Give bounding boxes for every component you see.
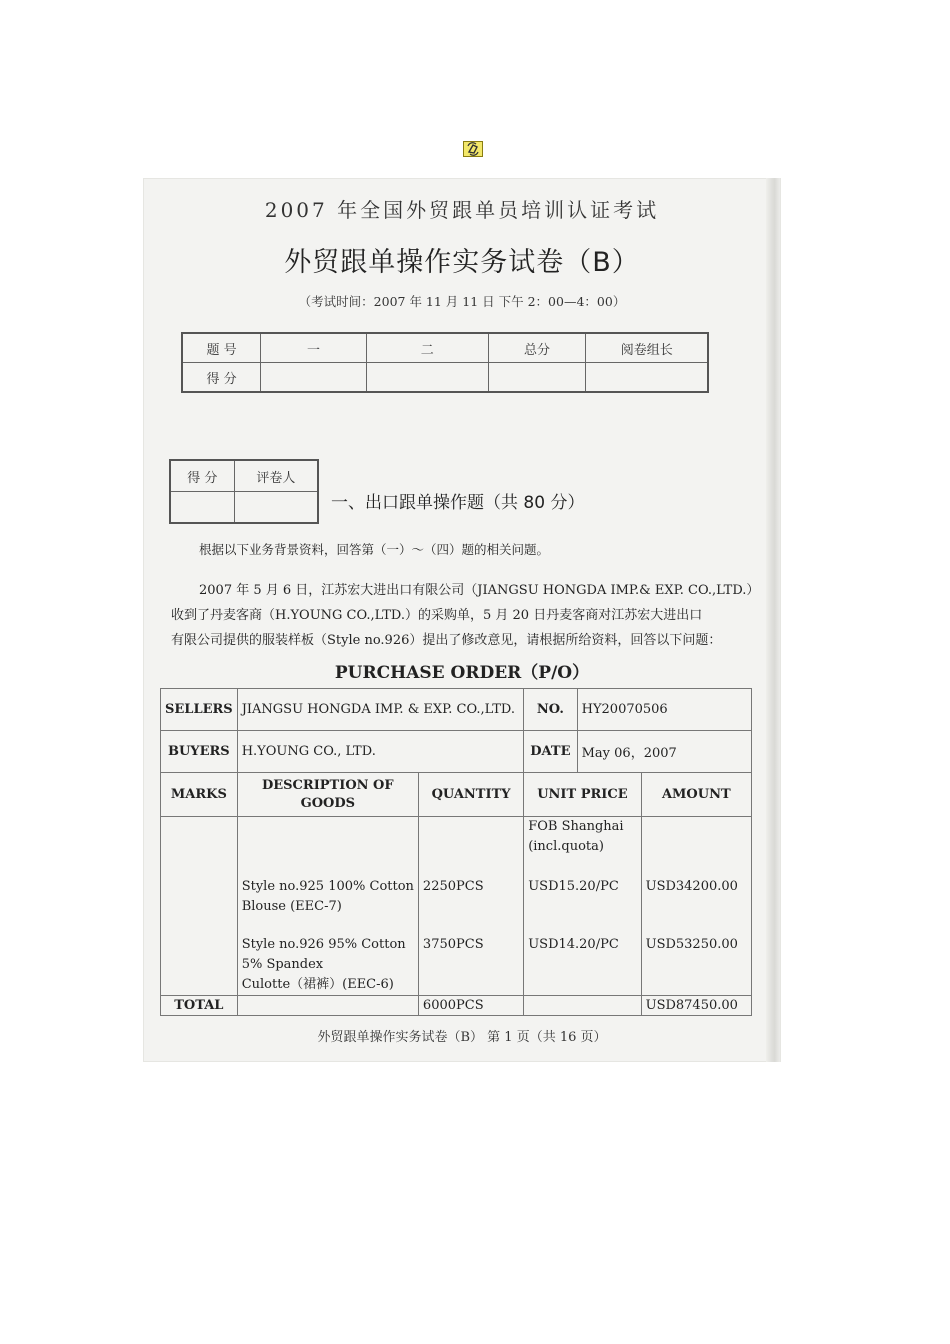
total-blank [237, 996, 418, 1016]
exam-title-line1: 2007 年全国外贸跟单员培训认证考试 [264, 198, 660, 222]
po-sellers-row [161, 689, 752, 731]
item-amount: USD53250.00 [645, 937, 738, 952]
no-label: NO. [524, 689, 577, 731]
paragraph-line: 有限公司提供的服装样板（Style no.926）提出了修改意见，请根据所给资料，回答以下问题： [171, 633, 722, 648]
po-items-row [161, 817, 752, 996]
unit-price-cell [524, 817, 641, 996]
grader-name-label: 评卷人 [234, 460, 318, 492]
grader-blank [170, 492, 234, 524]
item-quantity: 3750PCS [422, 937, 484, 952]
exam-title-line2: 外贸跟单操作实务试卷（B） [284, 247, 640, 278]
po-total-row [161, 996, 752, 1016]
date-value: May 06，2007 [577, 731, 751, 773]
marks-header: MARKS [161, 773, 238, 817]
description-header [237, 773, 418, 817]
item-desc-line: Style no.925 100% Cotton [241, 879, 414, 894]
unit-price-header: UNIT PRICE [524, 773, 641, 817]
score-cell-leader: 阅卷组长 [586, 333, 708, 363]
score-cell-part2: 二 [366, 333, 488, 363]
scan-shadow-edge [766, 178, 780, 1062]
section-title: 一、出口跟单操作题（共 80 分） [331, 493, 585, 513]
price-terms-line: FOB Shanghai [528, 819, 624, 834]
item-desc-line: Culotte（裙裤）(EEC-6) [241, 977, 394, 992]
section-instruction: 根据以下业务背景资料，回答第（一）～（四）题的相关问题。 [199, 542, 550, 557]
quantity-cell [418, 817, 523, 996]
score-table-header-row [182, 333, 708, 363]
grader-blank [234, 492, 318, 524]
paragraph-line: 收到了丹麦客商（H.YOUNG CO.,LTD.）的采购单，5 月 20 日丹麦客商对江苏宏大进出口 [171, 608, 703, 623]
po-header-row [161, 773, 752, 817]
item-desc-line: Style no.926 95% Cotton [241, 937, 406, 952]
score-cell-part1: 一 [261, 333, 367, 363]
exam-time-note: （考试时间：2007 年 11 月 11 日 下午 2：00—4：00） [298, 294, 626, 309]
no-value: HY20070506 [577, 689, 751, 731]
item-desc-line: Blouse (EEC-7) [241, 899, 342, 914]
item-quantity: 2250PCS [422, 879, 484, 894]
sellers-value: JIANGSU HONGDA IMP. & EXP. CO.,LTD. [237, 689, 524, 731]
item-desc-line: 5% Spandex [241, 957, 324, 972]
description-cell [237, 817, 418, 996]
embedded-object-icon[interactable] [463, 141, 483, 157]
total-label: TOTAL [161, 996, 238, 1016]
score-blank [488, 363, 586, 393]
page-footer: 外贸跟单操作实务试卷（B） 第 1 页（共 16 页） [317, 1030, 607, 1045]
po-title: PURCHASE ORDER（P/O） [334, 663, 590, 683]
grader-table [169, 459, 319, 524]
score-blank [586, 363, 708, 393]
purchase-order-table [160, 688, 752, 1016]
paragraph-line: 2007 年 5 月 6 日，江苏宏大进出口有限公司（JIANGSU HONGDA IMP.& EXP. CO.,LTD.） [199, 583, 760, 598]
sellers-label: SELLERS [161, 689, 238, 731]
item-amount: USD34200.00 [645, 879, 738, 894]
quantity-header: QUANTITY [418, 773, 523, 817]
amount-cell [641, 817, 751, 996]
po-buyers-row [161, 731, 752, 773]
grader-score-label: 得 分 [170, 460, 234, 492]
item-unit-price: USD15.20/PC [528, 879, 619, 894]
score-table-score-row [182, 363, 708, 393]
total-blank [524, 996, 641, 1016]
score-blank [261, 363, 367, 393]
date-label: DATE [524, 731, 577, 773]
buyers-label: BUYERS [161, 731, 238, 773]
description-header-line: DESCRIPTION OF [261, 777, 394, 793]
buyers-value: H.YOUNG CO., LTD. [237, 731, 524, 773]
amount-header: AMOUNT [641, 773, 751, 817]
score-table [181, 332, 709, 393]
background-paragraph [171, 578, 767, 653]
score-blank [366, 363, 488, 393]
score-cell-total: 总分 [488, 333, 586, 363]
scanned-exam-page [143, 178, 781, 1062]
total-quantity: 6000PCS [418, 996, 523, 1016]
marks-cell [161, 817, 238, 996]
total-amount: USD87450.00 [641, 996, 751, 1016]
description-header-line: GOODS [300, 795, 356, 811]
item-unit-price: USD14.20/PC [528, 937, 619, 952]
price-terms-line: (incl.quota) [528, 839, 604, 854]
score-cell-label: 题 号 [182, 333, 261, 363]
score-row-label: 得 分 [182, 363, 261, 393]
